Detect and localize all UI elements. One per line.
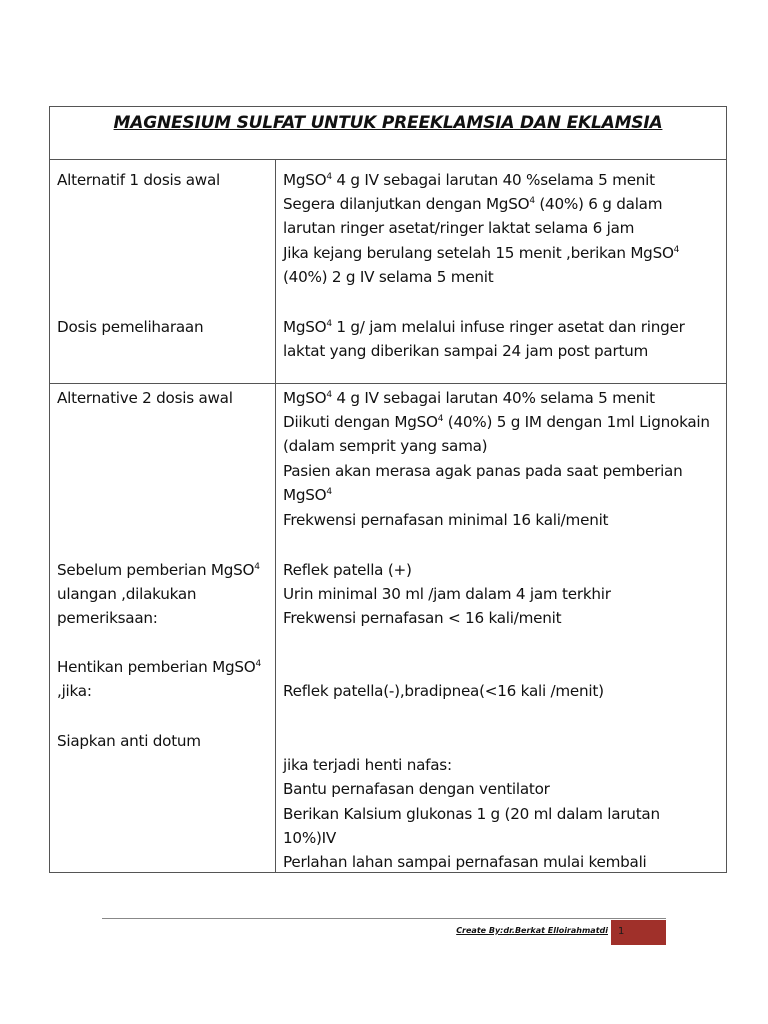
- alt2-line-3: (dalam semprit yang sama): [283, 437, 488, 455]
- alt1-line-4: Jika kejang berulang setelah 15 menit ,berikan MgSO$^4$: [283, 244, 680, 262]
- antidote-line-2: Bantu pernafasan dengan ventilator: [283, 780, 550, 798]
- alternative-1-row: [50, 160, 726, 384]
- alt1-label: Alternatif 1 dosis awal: [57, 171, 220, 189]
- stop-condition-line: Reflek patella(-),bradipnea(<16 kali /menit): [283, 682, 604, 700]
- antidote-line-3: Berikan Kalsium glukonas 1 g (20 ml dalam larutan: [283, 805, 660, 823]
- antidote-line-4: 10%)IV: [283, 829, 337, 847]
- alt2-line-6: Frekwensi pernafasan minimal 16 kali/menit: [283, 511, 609, 529]
- page-number-box: [611, 920, 666, 945]
- alt2-line-4: Pasien akan merasa agak panas pada saat pemberian: [283, 462, 683, 480]
- maintenance-line-2: laktat yang diberikan sampai 24 jam post partum: [283, 342, 649, 360]
- stop-label-2: ,jika:: [57, 682, 92, 700]
- dosage-table: [49, 106, 727, 873]
- alt2-line-2: Diikuti dengan MgSO$^4$ (40%) 5 g IM dengan 1ml Lignokain: [283, 413, 710, 431]
- footer-rule: [102, 918, 666, 919]
- alt1-line-2: Segera dilanjutkan dengan MgSO$^4$ (40%) 6 g dalam: [283, 195, 663, 213]
- stop-label-1: Hentikan pemberian MgSO$^4$: [57, 658, 261, 676]
- antidote-line-5: Perlahan lahan sampai pernafasan mulai kembali: [283, 853, 647, 871]
- prepare-label: Siapkan anti dotum: [57, 732, 201, 750]
- check-line-3: Frekwensi pernafasan < 16 kali/menit: [283, 609, 562, 627]
- alt1-line-3: larutan ringer asetat/ringer laktat selama 6 jam: [283, 219, 635, 237]
- maintenance-label: Dosis pemeliharaan: [57, 318, 204, 336]
- maintenance-line-1: MgSO$^4$ 1 g/ jam melalui infuse ringer asetat dan ringer: [283, 318, 685, 336]
- antidote-line-1: jika terjadi henti nafas:: [283, 756, 452, 774]
- alt2-line-5: MgSO$^4$: [283, 486, 332, 504]
- alt1-line-1: MgSO$^4$ 4 g IV sebagai larutan 40 %selama 5 menit: [283, 171, 655, 189]
- title-row: [50, 107, 726, 160]
- before-label-2: ulangan ,dilakukan: [57, 585, 197, 603]
- alt1-line-5: (40%) 2 g IV selama 5 menit: [283, 268, 494, 286]
- before-label-1: Sebelum pemberian MgSO$^4$: [57, 561, 260, 579]
- check-line-2: Urin minimal 30 ml /jam dalam 4 jam terkhir: [283, 585, 611, 603]
- footer-credit: Create By:dr.Berkat Elloirahmatdi: [456, 926, 608, 935]
- page-number: 1: [618, 926, 625, 937]
- alt2-label: Alternative 2 dosis awal: [57, 389, 233, 407]
- alt2-line-1: MgSO$^4$ 4 g IV sebagai larutan 40% selama 5 menit: [283, 389, 655, 407]
- before-label-3: pemeriksaan:: [57, 609, 158, 627]
- document-title: MAGNESIUM SULFAT UNTUK PREEKLAMSIA DAN EKLAMSIA: [113, 113, 663, 133]
- alternative-2-row: [50, 384, 726, 872]
- check-line-1: Reflek patella (+): [283, 561, 412, 579]
- column-divider: [275, 160, 276, 872]
